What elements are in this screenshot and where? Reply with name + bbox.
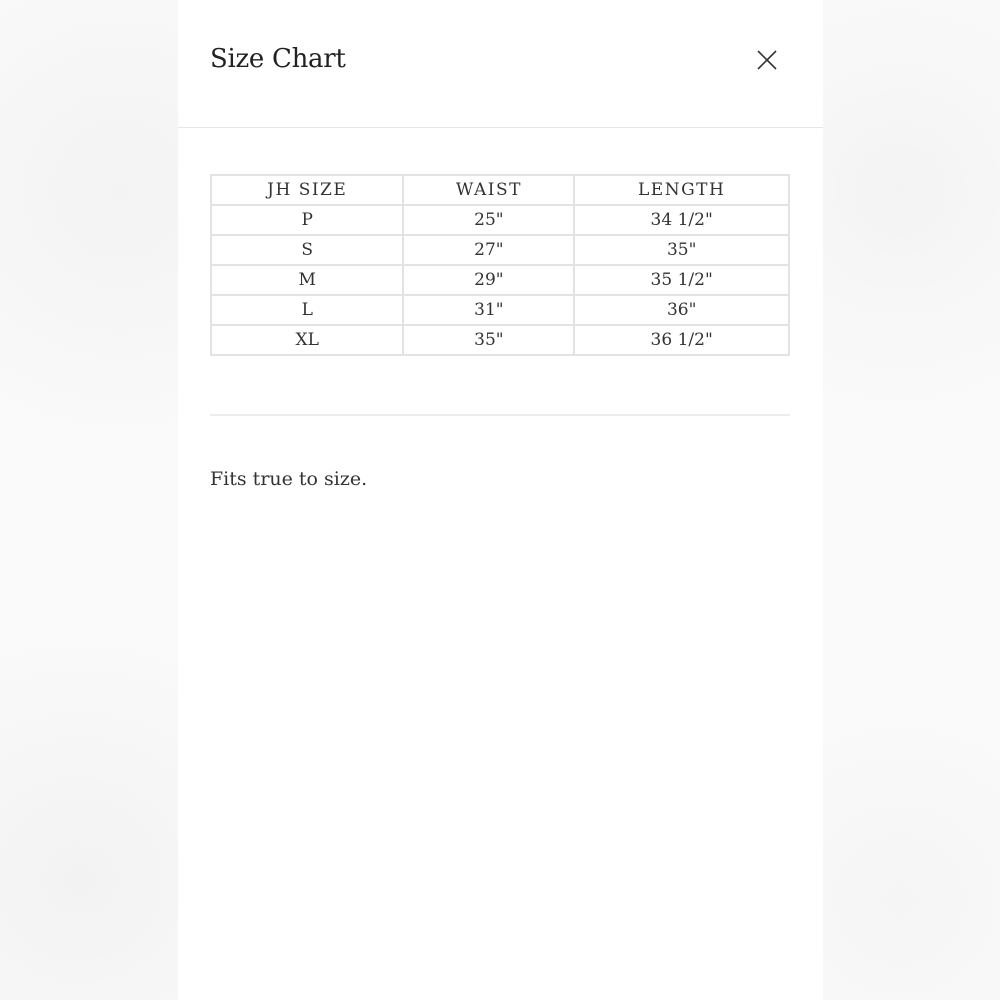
modal-title: Size Chart — [210, 44, 346, 74]
length-cell: 36 1/2" — [574, 325, 789, 355]
waist-cell: 27" — [403, 235, 574, 265]
size-cell: M — [211, 265, 403, 295]
waist-cell: 35" — [403, 325, 574, 355]
length-cell: 35 1/2" — [574, 265, 789, 295]
header-jh-size: JH SIZE — [211, 175, 403, 205]
modal-header — [178, 0, 823, 128]
length-cell: 36" — [574, 295, 789, 325]
size-cell: L — [211, 295, 403, 325]
waist-cell: 25" — [403, 205, 574, 235]
header-waist: WAIST — [403, 175, 574, 205]
size-cell: S — [211, 235, 403, 265]
close-button[interactable] — [752, 46, 782, 76]
close-icon — [752, 46, 782, 76]
table-row — [211, 235, 789, 265]
table-row — [211, 205, 789, 235]
table-row — [211, 295, 789, 325]
fit-note: Fits true to size. — [210, 468, 368, 490]
table-row — [211, 265, 789, 295]
table-header-row — [211, 175, 789, 205]
size-table — [210, 174, 790, 356]
size-cell: P — [211, 205, 403, 235]
table-row — [211, 325, 789, 355]
waist-cell: 29" — [403, 265, 574, 295]
waist-cell: 31" — [403, 295, 574, 325]
size-chart-modal — [178, 0, 823, 1000]
size-cell: XL — [211, 325, 403, 355]
length-cell: 35" — [574, 235, 789, 265]
header-length: LENGTH — [574, 175, 789, 205]
section-divider — [210, 414, 790, 416]
length-cell: 34 1/2" — [574, 205, 789, 235]
